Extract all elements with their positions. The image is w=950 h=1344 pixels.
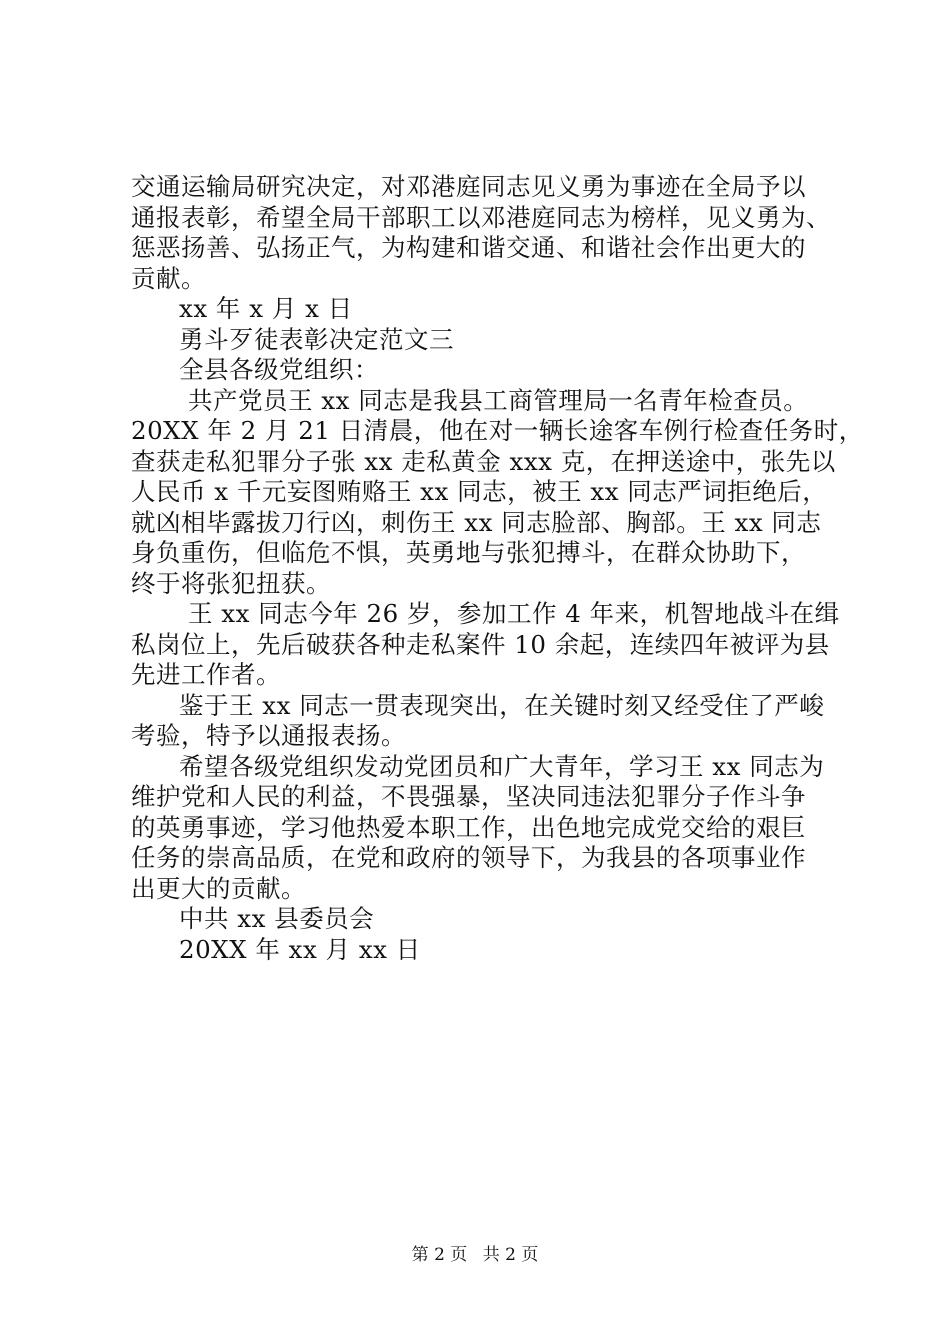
body-line: 通报表彰，希望全局干部职工以邓港庭同志为榜样，见义勇为、 (131, 202, 831, 232)
body-line: 身负重伤，但临危不惧，英勇地与张犯搏斗，在群众协助下， (131, 538, 806, 567)
page-number: 第 2 页 (411, 1245, 468, 1265)
body-line: 20XX 年 2 月 21 日清晨，他在对一辆长途客车例行检查任务时， (131, 416, 864, 445)
section-title: 勇斗歹徒表彰决定范文三 (179, 324, 454, 354)
salutation: 全县各级党组织： (179, 355, 379, 384)
page-total: 共 2 页 (482, 1245, 539, 1265)
body-line: 的英勇事迹，学习他热爱本职工作，出色地完成党交给的艰巨 (131, 812, 806, 842)
body-line: 人民币 x 千元妄图贿赂王 xx 同志，被王 xx 同志严词拒绝后， (131, 477, 828, 506)
date-line: xx 年 x 月 x 日 (179, 294, 353, 323)
body-line: 维护党和人民的利益，不畏强暴，坚决同违法犯罪分子作斗争 (131, 782, 806, 811)
signature-org: 中共 xx 县委员会 (179, 904, 375, 933)
body-line: 交通运输局研究决定，对邓港庭同志见义勇为事迹在全局予以 (131, 172, 806, 201)
body-line: 惩恶扬善、弘扬正气，为构建和谐交通、和谐社会作出更大的 (131, 233, 806, 262)
body-line: 贡献。 (131, 263, 206, 293)
body-line: 私岗位上，先后破获各种走私案件 10 余起，连续四年被评为县 (131, 629, 830, 659)
paragraph-start: 鉴于王 xx 同志一贯表现突出，在关键时刻又经受住了严峻 (179, 690, 825, 720)
body-line: 任务的崇高品质，在党和政府的领导下，为我县的各项事业作 (131, 843, 806, 872)
paragraph-start: 王 xx 同志今年 26 岁，参加工作 4 年来，机智地战斗在缉 (188, 599, 840, 628)
page-footer (0, 1244, 950, 1266)
document-body (131, 172, 864, 965)
signature-date: 20XX 年 xx 月 xx 日 (179, 934, 421, 964)
paragraph-start: 共产党员王 xx 同志是我县工商管理局一名青年检查员。 (188, 385, 809, 415)
body-line: 就凶相毕露拔刀行凶，刺伤王 xx 同志脸部、胸部。王 xx 同志 (131, 507, 822, 537)
body-line: 考验，特予以通报表扬。 (131, 721, 406, 750)
body-line: 终于将张犯扭获。 (131, 568, 331, 598)
paragraph-start: 希望各级党组织发动党团员和广大青年，学习王 xx 同志为 (179, 751, 825, 781)
body-line: 出更大的贡献。 (131, 873, 306, 903)
body-line: 先进工作者。 (131, 660, 281, 689)
body-line: 查获走私犯罪分子张 xx 走私黄金 xxx 克，在押送途中，张先以 (131, 446, 836, 476)
